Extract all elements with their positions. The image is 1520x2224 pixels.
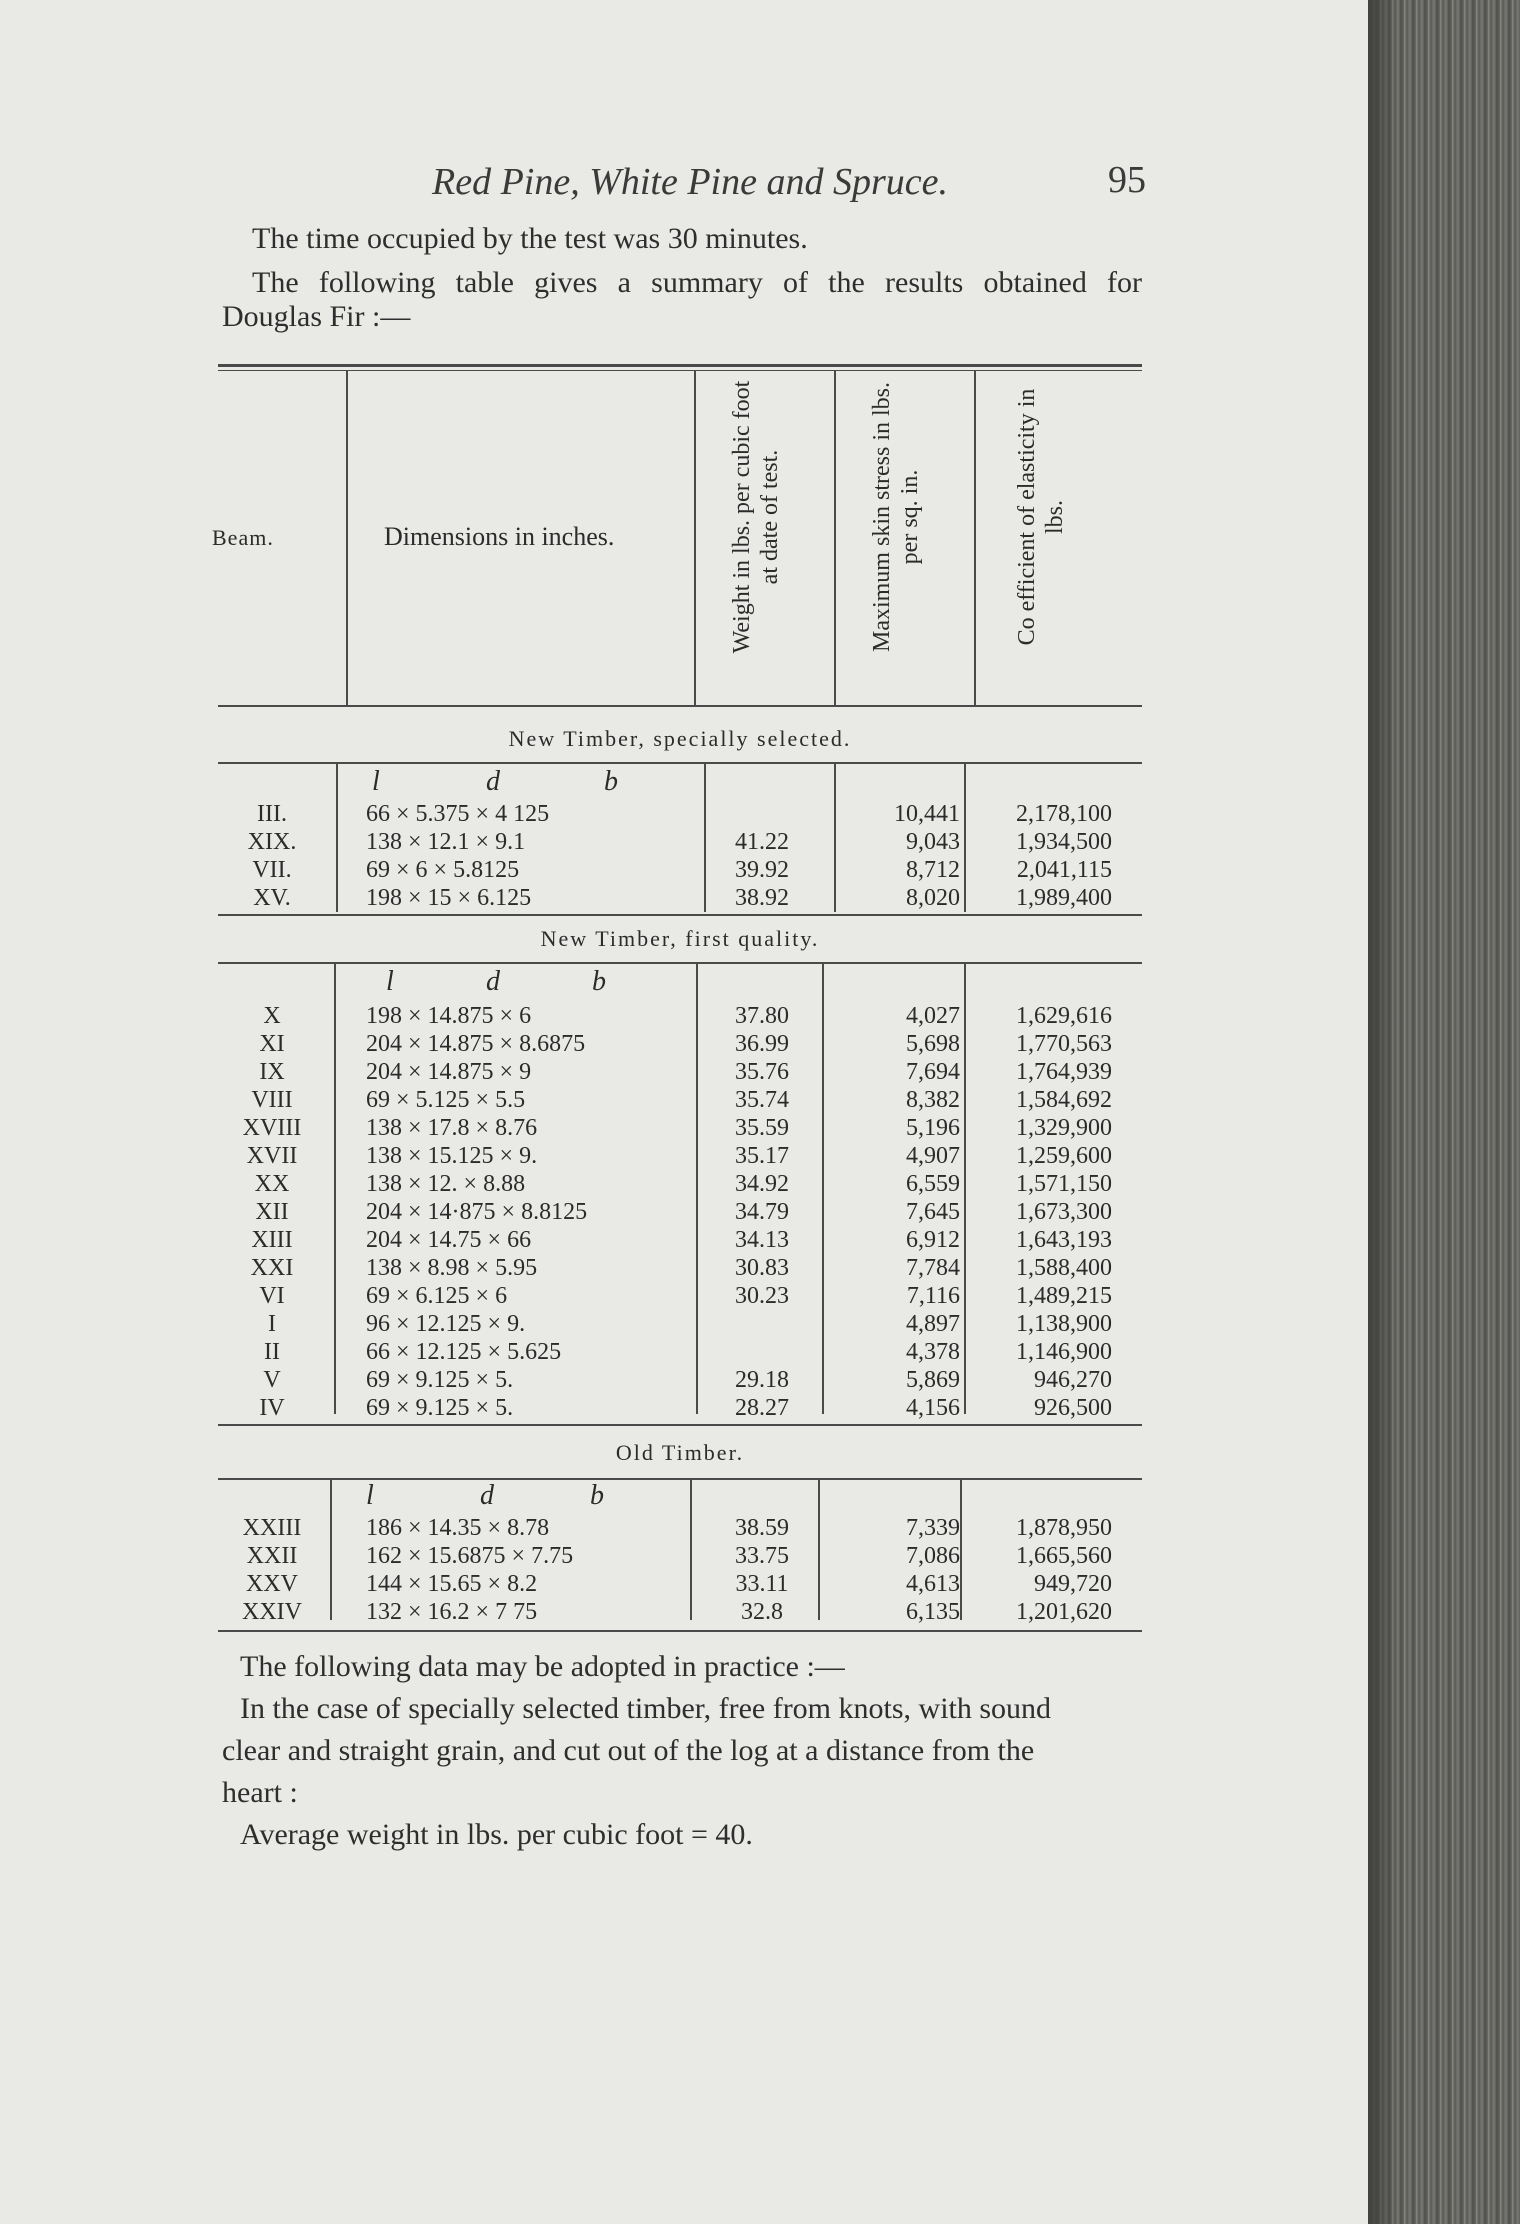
dimensions-cell: 144 × 15.65 × 8.2 bbox=[366, 1571, 538, 1597]
weight-cell: 30.23 bbox=[735, 1283, 789, 1309]
stress-cell: 8,712 bbox=[906, 857, 960, 883]
dim-symbol-b: b bbox=[592, 966, 606, 997]
footer-line-1: The following data may be adopted in practice :— bbox=[240, 1650, 845, 1683]
dimensions-cell: 66 × 12.125 × 5.625 bbox=[366, 1339, 562, 1365]
elasticity-cell: 1,643,193 bbox=[1016, 1227, 1112, 1253]
section-title: New Timber, first quality. bbox=[540, 926, 820, 951]
weight-cell: 38.59 bbox=[735, 1515, 789, 1541]
dimensions-cell: 69 × 9.125 × 5. bbox=[366, 1395, 514, 1421]
table-row bbox=[0, 1310, 1368, 1338]
dimensions-cell: 198 × 14.875 × 6 bbox=[366, 1003, 532, 1029]
stress-cell: 7,784 bbox=[906, 1255, 960, 1281]
stress-cell: 4,907 bbox=[906, 1143, 960, 1169]
weight-cell: 34.92 bbox=[735, 1171, 789, 1197]
table-row bbox=[0, 884, 1368, 912]
dimensions-cell: 132 × 16.2 × 7 75 bbox=[366, 1599, 538, 1625]
footer-line-4: heart : bbox=[222, 1776, 298, 1809]
weight-cell: 30.83 bbox=[735, 1255, 789, 1281]
stress-cell: 5,869 bbox=[906, 1367, 960, 1393]
elasticity-cell: 949,720 bbox=[1034, 1571, 1112, 1597]
elasticity-cell: 1,770,563 bbox=[1016, 1031, 1112, 1057]
beam-cell: XII bbox=[255, 1199, 289, 1225]
beam-cell: XVII bbox=[246, 1143, 298, 1169]
dim-symbol-b: b bbox=[604, 766, 618, 797]
table-row bbox=[0, 856, 1368, 884]
table-row bbox=[0, 1254, 1368, 1282]
elasticity-cell: 1,665,560 bbox=[1016, 1543, 1112, 1569]
dimensions-cell: 69 × 5.125 × 5.5 bbox=[366, 1087, 526, 1113]
stress-cell: 8,020 bbox=[906, 885, 960, 911]
stress-cell: 6,135 bbox=[906, 1599, 960, 1625]
table-row bbox=[0, 1514, 1368, 1542]
beam-cell: IX bbox=[259, 1059, 285, 1085]
dimensions-cell: 162 × 15.6875 × 7.75 bbox=[366, 1543, 574, 1569]
dim-symbol-d: d bbox=[480, 1480, 494, 1511]
dimensions-cell: 69 × 9.125 × 5. bbox=[366, 1367, 514, 1393]
page-number: 95 bbox=[1108, 159, 1146, 201]
stress-cell: 7,339 bbox=[906, 1515, 960, 1541]
table-row bbox=[0, 1058, 1368, 1086]
beam-cell: VI bbox=[259, 1283, 285, 1309]
beam-cell: XXV bbox=[246, 1571, 298, 1597]
weight-cell: 33.75 bbox=[735, 1543, 789, 1569]
beam-cell: XVIII bbox=[242, 1115, 302, 1141]
header-bottom-rule bbox=[218, 705, 1142, 707]
dim-symbol-d: d bbox=[486, 766, 500, 797]
elasticity-cell: 1,934,500 bbox=[1016, 829, 1112, 855]
beam-cell: VIII bbox=[251, 1087, 293, 1113]
dimensions-cell: 204 × 14.875 × 8.6875 bbox=[366, 1031, 586, 1057]
weight-cell: 32.8 bbox=[741, 1599, 783, 1625]
dimensions-cell: 138 × 15.125 × 9. bbox=[366, 1143, 538, 1169]
stress-cell: 6,559 bbox=[906, 1171, 960, 1197]
stress-cell: 4,613 bbox=[906, 1571, 960, 1597]
beam-cell: II bbox=[264, 1339, 280, 1365]
elasticity-cell: 1,489,215 bbox=[1016, 1283, 1112, 1309]
weight-cell: 34.13 bbox=[735, 1227, 789, 1253]
weight-cell: 33.11 bbox=[735, 1571, 789, 1597]
stress-cell: 9,043 bbox=[906, 829, 960, 855]
running-head: Red Pine, White Pine and Spruce. bbox=[431, 161, 948, 203]
elasticity-cell: 1,588,400 bbox=[1016, 1255, 1112, 1281]
dimensions-cell: 138 × 8.98 × 5.95 bbox=[366, 1255, 538, 1281]
dimensions-cell: 186 × 14.35 × 8.78 bbox=[366, 1515, 550, 1541]
beam-cell: IV bbox=[259, 1395, 285, 1421]
table-row bbox=[0, 1570, 1368, 1598]
dimensions-cell: 198 × 15 × 6.125 bbox=[366, 885, 532, 911]
weight-cell: 29.18 bbox=[735, 1367, 789, 1393]
table-row bbox=[0, 1170, 1368, 1198]
elasticity-cell: 946,270 bbox=[1034, 1367, 1112, 1393]
dimensions-cell: 138 × 17.8 × 8.76 bbox=[366, 1115, 538, 1141]
dim-symbol-b: b bbox=[590, 1480, 604, 1511]
beam-cell: III. bbox=[257, 801, 287, 827]
beam-cell: I bbox=[268, 1311, 276, 1337]
table-row bbox=[0, 1366, 1368, 1394]
section-title: New Timber, specially selected. bbox=[508, 726, 852, 751]
dim-symbol-l: l bbox=[386, 966, 394, 997]
weight-cell: 34.79 bbox=[735, 1199, 789, 1225]
stress-cell: 4,897 bbox=[906, 1311, 960, 1337]
weight-cell: 36.99 bbox=[735, 1031, 789, 1057]
beam-cell: XIX. bbox=[247, 829, 297, 855]
elasticity-cell: 1,764,939 bbox=[1016, 1059, 1112, 1085]
elasticity-cell: 1,138,900 bbox=[1016, 1311, 1112, 1337]
beam-cell: XX bbox=[254, 1171, 290, 1197]
stress-cell: 7,086 bbox=[906, 1543, 960, 1569]
elasticity-cell: 1,146,900 bbox=[1016, 1339, 1112, 1365]
header-divider bbox=[834, 370, 836, 705]
section-bottom-rule bbox=[218, 1424, 1142, 1426]
table-row bbox=[0, 1394, 1368, 1422]
weight-cell: 35.17 bbox=[735, 1143, 789, 1169]
header-weight: Weight in lbs. per cubic foot at date of test. bbox=[729, 380, 783, 654]
beam-cell: V bbox=[263, 1367, 281, 1393]
dimensions-cell: 138 × 12. × 8.88 bbox=[366, 1171, 526, 1197]
table-row bbox=[0, 1598, 1368, 1626]
stress-cell: 5,196 bbox=[906, 1115, 960, 1141]
beam-cell: XI bbox=[259, 1031, 285, 1057]
stress-cell: 4,156 bbox=[906, 1395, 960, 1421]
table-row bbox=[0, 1282, 1368, 1310]
dimensions-cell: 69 × 6 × 5.8125 bbox=[366, 857, 520, 883]
weight-cell: 37.80 bbox=[735, 1003, 789, 1029]
dim-symbol-l: l bbox=[366, 1480, 374, 1511]
header-divider bbox=[694, 370, 696, 705]
table-row bbox=[0, 1226, 1368, 1254]
elasticity-cell: 1,571,150 bbox=[1016, 1171, 1112, 1197]
table-top-rule bbox=[218, 364, 1142, 367]
table-top-rule-thin bbox=[218, 370, 1142, 371]
beam-cell: XXII bbox=[246, 1543, 298, 1569]
dimensions-cell: 204 × 14.75 × 66 bbox=[366, 1227, 532, 1253]
dim-symbol-l: l bbox=[372, 766, 380, 797]
beam-cell: XXIII bbox=[242, 1515, 302, 1541]
header-divider bbox=[974, 370, 976, 705]
elasticity-cell: 1,584,692 bbox=[1016, 1087, 1112, 1113]
header-dimensions: Dimensions in inches. bbox=[384, 522, 615, 551]
table-row bbox=[0, 800, 1368, 828]
intro-line-1: The time occupied by the test was 30 minutes. bbox=[252, 222, 808, 255]
beam-cell: XIII bbox=[251, 1227, 293, 1253]
section-rule bbox=[218, 762, 1142, 764]
elasticity-cell: 1,673,300 bbox=[1016, 1199, 1112, 1225]
weight-cell: 39.92 bbox=[735, 857, 789, 883]
dimensions-cell: 138 × 12.1 × 9.1 bbox=[366, 829, 526, 855]
weight-cell: 35.59 bbox=[735, 1115, 789, 1141]
dim-symbol-d: d bbox=[486, 966, 500, 997]
footer-line-3: clear and straight grain, and cut out of the log at a distance from the bbox=[222, 1734, 1035, 1767]
stress-cell: 6,912 bbox=[906, 1227, 960, 1253]
elasticity-cell: 2,178,100 bbox=[1016, 801, 1112, 827]
stress-cell: 7,116 bbox=[906, 1283, 960, 1309]
table-row bbox=[0, 1002, 1368, 1030]
table-row bbox=[0, 1198, 1368, 1226]
intro-line-3: Douglas Fir :— bbox=[222, 300, 411, 333]
dimensions-cell: 204 × 14.875 × 9 bbox=[366, 1059, 532, 1085]
stress-cell: 5,698 bbox=[906, 1031, 960, 1057]
elasticity-cell: 1,201,620 bbox=[1016, 1599, 1112, 1625]
weight-cell: 38.92 bbox=[735, 885, 789, 911]
elasticity-cell: 1,989,400 bbox=[1016, 885, 1112, 911]
header-divider bbox=[346, 370, 348, 705]
intro-line-2: The following table gives a summary of the results obtained for bbox=[252, 266, 1142, 299]
table-row bbox=[0, 1030, 1368, 1058]
stress-cell: 4,378 bbox=[906, 1339, 960, 1365]
elasticity-cell: 1,259,600 bbox=[1016, 1143, 1112, 1169]
weight-cell: 35.76 bbox=[735, 1059, 789, 1085]
beam-cell: VII. bbox=[252, 857, 292, 883]
table-row bbox=[0, 1114, 1368, 1142]
section-title: Old Timber. bbox=[615, 1440, 745, 1465]
section-bottom-rule bbox=[218, 914, 1142, 916]
footer-line-5: Average weight in lbs. per cubic foot = 40. bbox=[240, 1818, 753, 1851]
beam-cell: XV. bbox=[253, 885, 291, 911]
table-row bbox=[0, 1142, 1368, 1170]
stress-cell: 7,645 bbox=[906, 1199, 960, 1225]
elasticity-cell: 926,500 bbox=[1034, 1395, 1112, 1421]
weight-cell: 41.22 bbox=[735, 829, 789, 855]
table-bottom-rule bbox=[218, 1630, 1142, 1632]
beam-cell: XXIV bbox=[242, 1599, 302, 1625]
dimensions-cell: 66 × 5.375 × 4 125 bbox=[366, 801, 550, 827]
section-rule bbox=[218, 1478, 1142, 1480]
footer-line-2: In the case of specially selected timber, free from knots, with sound bbox=[240, 1692, 1052, 1725]
elasticity-cell: 1,629,616 bbox=[1016, 1003, 1112, 1029]
section-rule bbox=[218, 962, 1142, 964]
elasticity-cell: 1,329,900 bbox=[1016, 1115, 1112, 1141]
stress-cell: 7,694 bbox=[906, 1059, 960, 1085]
table-row bbox=[0, 1542, 1368, 1570]
header-beam: Beam. bbox=[212, 525, 274, 550]
dimensions-cell: 96 × 12.125 × 9. bbox=[366, 1311, 526, 1337]
elasticity-cell: 2,041,115 bbox=[1016, 857, 1112, 883]
book-edge-shadow bbox=[1368, 0, 1398, 2224]
table-row bbox=[0, 1086, 1368, 1114]
header-elasticity: Co efficient of elasticity in lbs. bbox=[1014, 388, 1068, 646]
beam-cell: X bbox=[263, 1003, 281, 1029]
stress-cell: 8,382 bbox=[906, 1087, 960, 1113]
dimensions-cell: 204 × 14·875 × 8.8125 bbox=[366, 1199, 588, 1225]
dimensions-cell: 69 × 6.125 × 6 bbox=[366, 1283, 508, 1309]
stress-cell: 4,027 bbox=[906, 1003, 960, 1029]
elasticity-cell: 1,878,950 bbox=[1016, 1515, 1112, 1541]
table-row bbox=[0, 1338, 1368, 1366]
weight-cell: 28.27 bbox=[735, 1395, 789, 1421]
header-stress: Maximum skin stress in lbs. per sq. in. bbox=[869, 382, 923, 653]
stress-cell: 10,441 bbox=[894, 801, 960, 827]
beam-cell: XXI bbox=[250, 1255, 294, 1281]
table-row bbox=[0, 828, 1368, 856]
weight-cell: 35.74 bbox=[735, 1087, 789, 1113]
